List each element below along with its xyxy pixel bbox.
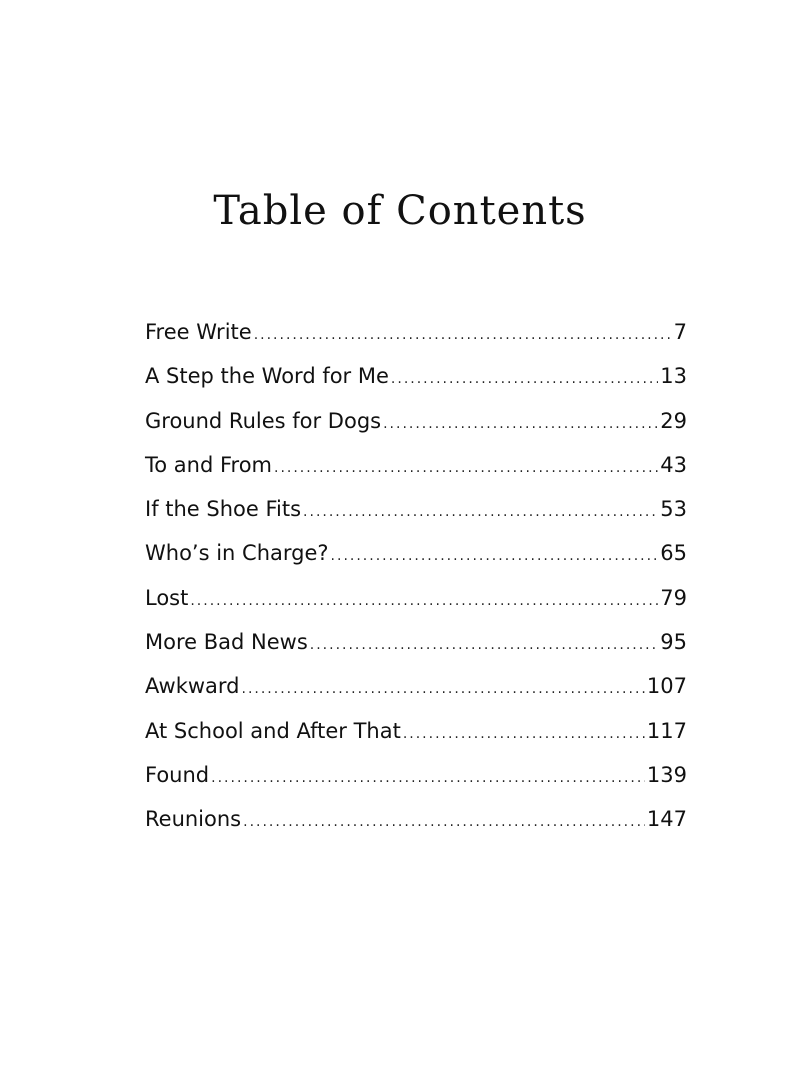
toc-entry-page: 107 [646,674,687,699]
toc-entry-title: More Bad News [145,630,308,655]
toc-entry-title: To and From [145,452,272,477]
dot-leader [331,542,659,570]
toc-entry-title: At School and After That [145,718,401,743]
toc-entry-page: 7 [673,320,687,344]
toc-entry-page: 117 [646,718,687,743]
toc-entry [145,628,687,672]
toc-entry [145,672,687,716]
toc-entry [145,495,687,539]
toc-entry-title: Free Write [145,320,252,344]
toc-entry-page: 53 [660,497,687,522]
toc-entry [145,717,687,761]
dot-leader [242,675,645,703]
toc-entry-title: Who’s in Charge? [145,541,329,566]
dot-leader [243,808,645,836]
toc-entry [145,318,687,362]
dot-leader [211,764,645,792]
toc-entry [145,584,687,628]
page-title: Table of Contents [213,188,587,234]
dot-leader [383,410,658,438]
dot-leader [403,720,645,748]
toc-entry-page: 43 [660,452,687,477]
toc-entry [145,805,687,849]
toc-entry-title: Lost [145,585,189,610]
dot-leader [190,587,658,615]
toc-entry-page: 147 [646,807,687,832]
toc-entry-page: 29 [660,408,687,433]
toc-entry-title: Awkward [145,674,240,699]
toc-list [145,318,687,850]
toc-entry [145,761,687,805]
dot-leader [303,498,658,526]
dot-leader [274,454,658,482]
toc-entry-title: Found [145,762,210,787]
toc-entry-title: Reunions [145,807,242,832]
toc-entry-page: 79 [660,585,687,610]
toc-entry-title: If the Shoe Fits [145,497,302,522]
toc-entry [145,539,687,583]
dot-leader [254,321,672,349]
toc-entry [145,362,687,406]
toc-entry [145,407,687,451]
toc-entry-title: A Step the Word for Me [145,364,389,389]
toc-entry-page: 65 [660,541,687,566]
dot-leader [391,365,658,393]
dot-leader [310,631,659,659]
toc-entry [145,451,687,495]
toc-entry-title: Ground Rules for Dogs [145,408,382,433]
toc-entry-page: 95 [660,630,687,655]
toc-entry-page: 139 [646,762,687,787]
toc-entry-page: 13 [660,364,687,389]
